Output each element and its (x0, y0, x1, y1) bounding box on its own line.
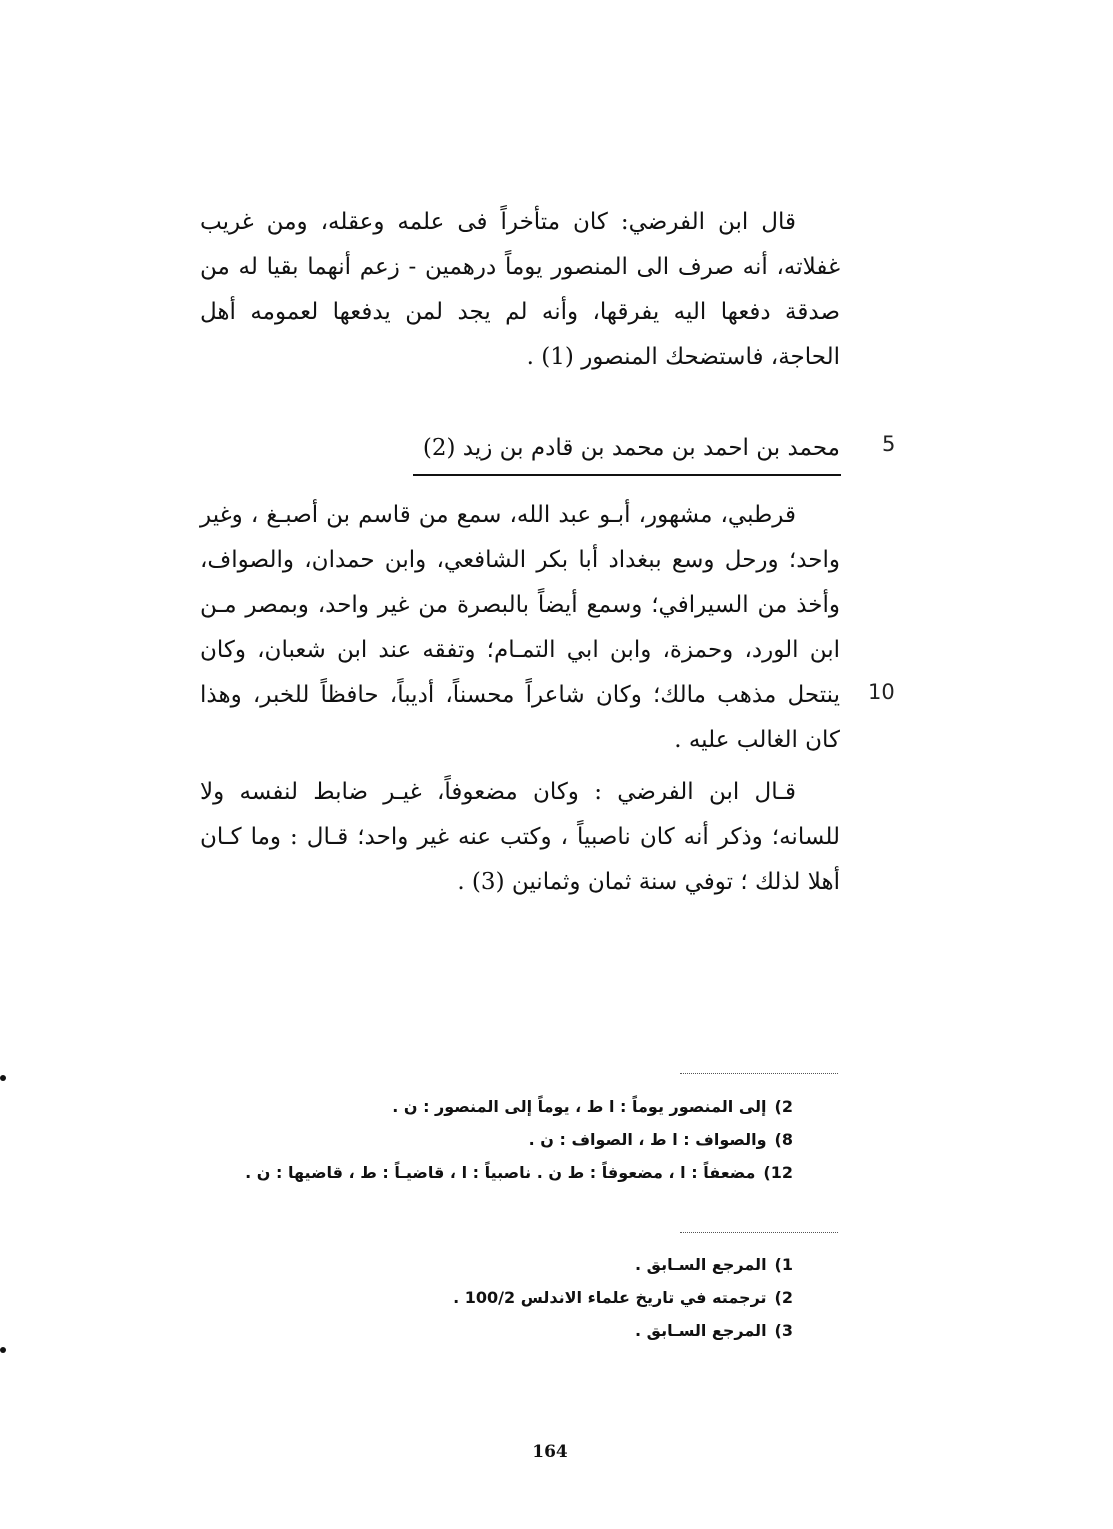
footnotes (153, 1248, 793, 1347)
footnote (153, 1314, 793, 1347)
footnote-number: 1) (774, 1255, 793, 1274)
footnote (153, 1281, 793, 1314)
variant-note (153, 1090, 793, 1123)
page-number: 164 (532, 1442, 568, 1462)
footnote-text: ترجمته في تاريخ علماء الاندلس 100/2 . (453, 1288, 767, 1307)
variant-note-number: 8) (774, 1130, 793, 1149)
variant-note-number: 12) (763, 1163, 793, 1182)
entry-heading: محمد بن احمد بن محمد بن قادم بن زيد (2) (422, 435, 840, 461)
variant-note-text: والصواف : ا ط ، الصواف : ن . (528, 1130, 767, 1149)
variant-note (153, 1123, 793, 1156)
footnote-text: المرجع السـابق . (635, 1255, 767, 1274)
footnote-number: 2) (774, 1288, 793, 1307)
paragraph-1 (200, 200, 840, 380)
heading-underline (413, 474, 841, 476)
paragraph-3 (200, 770, 840, 905)
line-number-10: 10 (868, 680, 895, 704)
footnote (153, 1248, 793, 1281)
paragraph-3-text: قـال ابن الفرضي : وكان مضعوفاً، غيـر ضابط لنفسه ولا للسانه؛ وذكر أنه كان ناصبياً ، وكتب عنه غير واحد؛ قـال : وما كـان أهلا لذلك ؛ توفي سنة ثمان وثمانين (3) . (200, 779, 840, 895)
paragraph-2 (200, 493, 840, 763)
variant-note-text: إلى المنصور يوماً : ا ط ، يوماً إلى المنصور : ن . (392, 1097, 767, 1116)
footnote-text: المرجع السـابق . (635, 1321, 767, 1340)
line-number-5: 5 (882, 432, 896, 456)
paragraph-2-text: قرطبي، مشهور، أبـو عبد الله، سمع من قاسم بن أصبـغ ، وغير واحد؛ ورحل وسع ببغداد أبا بكر الشافعي، وابن حمدان، والصواف، وأخذ من السيرافي؛ وسمع أيضاً بالبصرة من غير واحد، وبمصر مـن ابن الورد، وحمزة، وابن ابي التمـام؛ وتفقه عند ابن شعبان، وكان ينتحل مذهب مالك؛ وكان شاعراً محسناً، أديباً، حافظاً للخبر، وهذا كان الغالب عليه . (200, 502, 840, 753)
variant-note (153, 1156, 793, 1189)
scan-margin-mark (0, 1075, 6, 1081)
variants-separator (680, 1073, 838, 1074)
footnote-number: 3) (774, 1321, 793, 1340)
footnotes-separator (680, 1232, 838, 1233)
variant-note-number: 2) (774, 1097, 793, 1116)
variant-note-text: مضعفاً : ا ، مضعوفاً : ط ن . ناصبياً : ا ، قاضيـاً : ط ، قاضيها : ن . (245, 1163, 756, 1182)
paragraph-1-text: قال ابن الفرضي: كان متأخراً فى علمه وعقله، ومن غريب غفلاته، أنه صرف الى المنصور يوماً درهمين - زعم أنهما بقيا له من صدقة دفعها اليه يفرقها، وأنه لم يجد لمن يدفعها لعمومه أهل الحاجة، فاستضحك المنصور (1) . (200, 209, 840, 370)
variant-notes (153, 1090, 793, 1189)
scan-margin-mark (0, 1347, 6, 1353)
